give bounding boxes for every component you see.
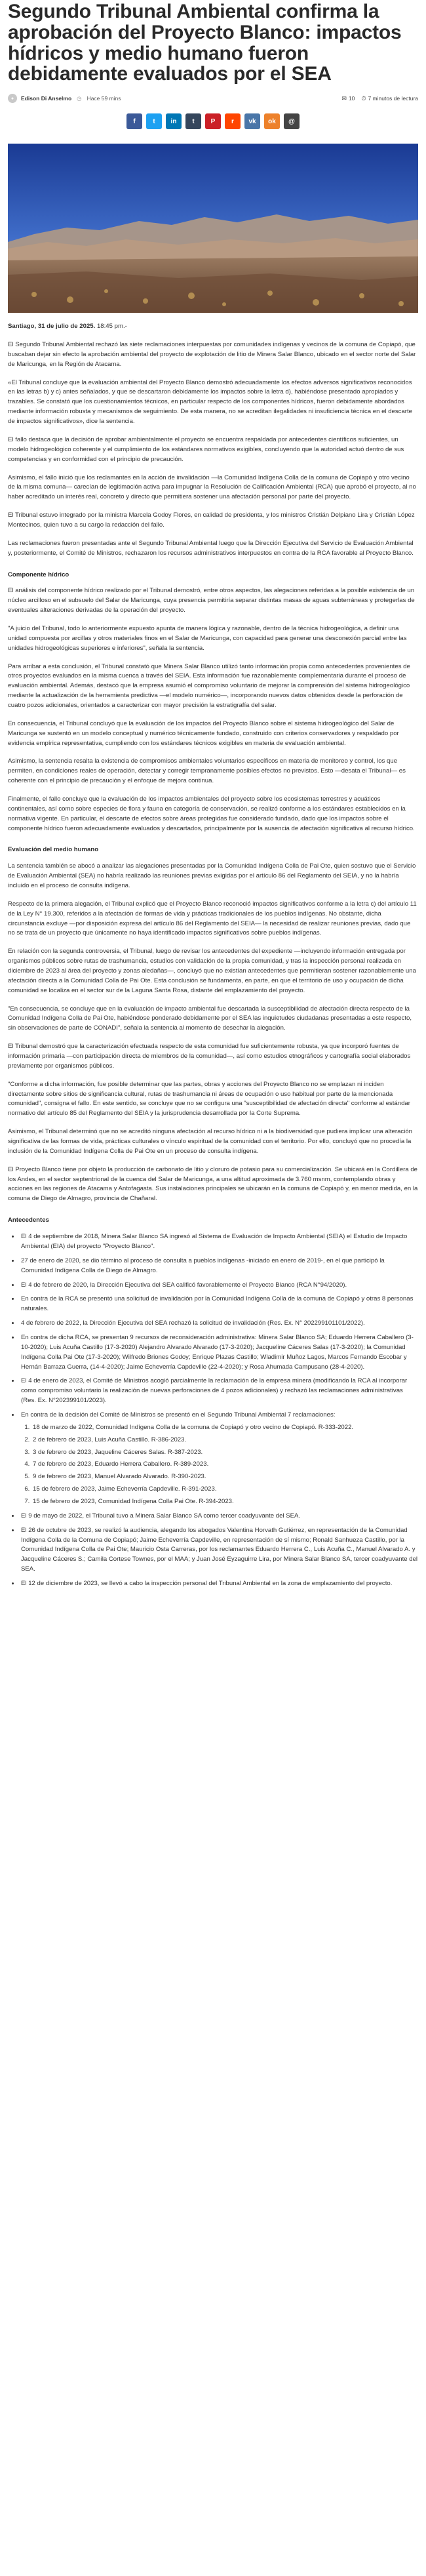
body-paragraph: Para arribar a esta conclusión, el Tribunal constató que Minera Salar Blanco utilizó tanto información propia como antecedentes provenientes de otros proyectos evaluados en la misma cuenca a través del SEIA. Esta información fue razonablemente complementaria durante el proceso de evaluación ambiental. Además, destacó que la empresa asumió el compromiso voluntario de mejorar la comprensión del sistema hidrogeológico mediante la actualización de la herramienta predictiva —el modelo numérico—, incorporando nuevos datos obtenidos desde la perforación de cuatro pozos adicionales, orientados a caracterizar con mayor precisión la estratigrafía del salar. bbox=[8, 662, 410, 709]
dateline-paragraph bbox=[8, 322, 418, 332]
section-heading-humano: Evaluación del medio humano bbox=[8, 846, 99, 854]
timeline-item: • El 9 de mayo de 2022, el Tribunal tuvo a Minera Salar Blanco SA como tercer coadyuvante del SEA. bbox=[20, 1512, 418, 1521]
body-paragraph: En consecuencia, el Tribunal concluyó que la evaluación de los impactos del Proyecto Blanco sobre el sistema hidrogeológico del Salar de Maricunga se sustentó en un modelo conceptual y numérico técnicamente fundado, construido con criterios conservadores y respaldado por evidencia empírica representativa, cumpliendo con los estándares técnicos exigibles en materia de evaluación ambiental. bbox=[8, 719, 399, 747]
tumblr-share-button[interactable]: t bbox=[185, 113, 201, 129]
dateline-time: 18:45 pm.- bbox=[95, 323, 127, 331]
odnoklassniki-share-button[interactable]: ok bbox=[264, 113, 280, 129]
body-paragraph: El fallo destaca que la decisión de aprobar ambientalmente el proyecto se encuentra respaldada por antecedentes científicos suficientes, un modelo hidrogeológico coherente y el cumplimiento de los estándares normativos exigibles, concluyendo que la autoridad actuó dentro de sus competencias y en conformidad con el principio de precaución. bbox=[8, 435, 404, 463]
timeline-item: • En contra de la decisión del Comité de Ministros se presentó en el Segundo Tribunal Ambiental 7 reclamaciones: 1. 18 de marzo de 2022, Comunidad Indígena Colla de la comuna de Copiapó y otro vecino de Copiapó. R-333-2022. 2. 2 de febrero de 2023, Luis Acuña Castillo. R-386-2023. 3. 3 de febrero de 2023, Jaqueline Cáceres Salas. R-387-2023. 4. 7 de febrero de 2023, Eduardo Herrera Caballero. R-389-2023. 5. 9 de febrero de 2023, Manuel Alvarado Alvarado. R-390-2023. 6. 15 de febrero de 2023, Jaime Echeverría Capdeville. R-391-2023. 7. 15 de febrero de 2023, Comunidad Indígena Colla Pai Ote. R-394-2023. bbox=[20, 1411, 418, 1507]
pinterest-share-button[interactable]: P bbox=[205, 113, 221, 129]
body-paragraph: El Tribunal demostró que la caracterización efectuada respecto de esta comunidad fue suficientemente robusta, ya que incorporó fuentes de información primaria —con participación directa de miembros de la comunidad—, así como estudios etnográficos y cartografía social elaborados previamente por organismos públicos. bbox=[8, 1043, 411, 1070]
share-bar bbox=[8, 113, 418, 129]
timeline-item: • El 4 de febrero de 2020, la Dirección Ejecutiva del SEA calificó favorablemente el Proyecto Blanco (RCA N°94/2020). bbox=[20, 1281, 418, 1291]
body-paragraph: La sentencia también se abocó a analizar las alegaciones presentadas por la Comunidad Indígena Colla de Pai Ote, quien sostuvo que el Servicio de Evaluación Ambiental (SEA) no habría realizado las reuniones previas exigidas por el artículo 86 del Reglamento del SEIA, y no la habría incluido en el proceso de consulta indígena. bbox=[8, 862, 416, 889]
meta-stats bbox=[341, 95, 418, 102]
reclamacion-item: 2. 2 de febrero de 2023, Luis Acuña Castillo. R-386-2023. bbox=[31, 1436, 418, 1445]
reclamacion-item: 6. 15 de febrero de 2023, Jaime Echeverría Capdeville. R-391-2023. bbox=[31, 1485, 418, 1495]
timeline-item: • En contra de dicha RCA, se presentan 9 recursos de reconsideración administrativa: Minera Salar Blanco SA; Eduardo Herrera Caballero (3-10-2020); Luis Acuña Castillo (17-3-2020) Alejandro Alvarado Alvarado (17-3-2020); Jacqueline Cáceres Salas (17-3-2020); la Comunidad Indígena Colla Pai Ote (17-3-2020); Wilfredo Briones Godoy; Enrique Plazas Castillo; Wladimir Muñoz Lagos, Marcos Fernando Escobar y Hernán Barraza Guerra, (14-4-2020); Jaime Echeverría Capdeville (22-4-2020); y Rosa Ahumada Campusano (28-4-2020). bbox=[20, 1333, 418, 1372]
body-paragraph: En relación con la segunda controversia, el Tribunal, luego de revisar los antecedentes del expediente —incluyendo información entregada por organismos públicos sobre rutas de trashumancia, estudios con validación de la propia comunidad, y tras la inspección personal realizada en diciembre de 2023 al área del proyecto y zonas aledañas—, concluyó que no existían antecedentes que permitieran sostener razonablemente una afectación directa a la Comunidad Colla de Pai Ote. Esta conclusión se fundamenta, en parte, en que el territorio de uso y ocupación de dicha comunidad se localiza en el sector sur de la Laguna Santa Rosa, distante del emplazamiento del proyecto. bbox=[8, 948, 416, 994]
avatar[interactable]: ● bbox=[8, 94, 17, 103]
dateline: Santiago, 31 de julio de 2025. bbox=[8, 323, 96, 331]
author-block bbox=[8, 94, 121, 103]
vk-share-button[interactable]: vk bbox=[244, 113, 260, 129]
body-paragraph: Las reclamaciones fueron presentadas ante el Segundo Tribunal Ambiental luego que la Dirección Ejecutiva del Servicio de Evaluación Ambiental y, posteriormente, el Comité de Ministros, rechazaron los recursos administrativos interpuestos en contra de la RCA favorable al Proyecto Blanco. bbox=[8, 539, 414, 557]
body-paragraph: Respecto de la primera alegación, el Tribunal explicó que el Proyecto Blanco reconoció impactos significativos conforme a la letra c) del artículo 11 de la Ley N° 19.300, referidos a la afectación de formas de vida y prácticas tradicionales de los pueblos indígenas. No obstante, dicha circunstancia excluye —por disposición expresa del artículo 86 del Reglamento del SEIA— la necesidad de realizar reuniones previas, dado que no se trata de un proyecto que únicamente no haya identificado impactos significativos sobre pueblos indígenas. bbox=[8, 900, 417, 937]
comments-count[interactable]: ✉ 10 bbox=[341, 94, 355, 102]
body-paragraph: El análisis del componente hídrico realizado por el Tribunal demostró, entre otros aspectos, las alegaciones referidas a la posible existencia de un núcleo arcilloso en el subsuelo del Salar de Maricunga, cuya presencia permitiría separar distintas masas de aguas subterráneas y protegerlas de eventuales alteraciones derivadas de la operación del proyecto. bbox=[8, 587, 415, 614]
timeline-item: • 27 de enero de 2020, se dio término al proceso de consulta a pueblos indígenas -iniciado en enero de 2019-, en el que participó la Comunidad Indígena Colla de Diego de Almagro. bbox=[20, 1257, 418, 1276]
body-paragraph: Asimismo, la sentencia resalta la existencia de compromisos ambientales voluntarios específicos en materia de monitoreo y control, los que permiten, en condiciones reales de operación, detectar y corregir tempranamente posibles efectos no previstos. Esto —desata el Tribunal— es coherente con el principio de precaución y el enfoque de mejora continua. bbox=[8, 757, 406, 785]
body-paragraph: El Segundo Tribunal Ambiental rechazó las siete reclamaciones interpuestas por comunidades indígenas y vecinos de la comuna de Copiapó, que buscaban dejar sin efecto la aprobación ambiental del proyecto de explotación de litio de Minera Salar Blanco, ubicado en el sector norte del Salar de Maricunga, en la Región de Atacama. bbox=[8, 341, 416, 368]
timeline-item: • El 4 de septiembre de 2018, Minera Salar Blanco SA ingresó al Sistema de Evaluación de Impacto Ambiental (SEIA) el Estudio de Impacto Ambiental (EIA) del proyecto "Proyecto Blanco". bbox=[20, 1232, 418, 1252]
article-body bbox=[8, 322, 418, 1589]
reclamacion-item: 5. 9 de febrero de 2023, Manuel Alvarado Alvarado. R-390-2023. bbox=[31, 1472, 418, 1482]
twitter-share-button[interactable]: t bbox=[146, 113, 162, 129]
body-paragraph: El Proyecto Blanco tiene por objeto la producción de carbonato de litio y cloruro de potasio para su comercialización. Se ubicará en la Cordillera de los Andes, en el sector septentrional de la cuenca del Salar de Maricunga, a una altitud aproximada de 3.760 msnm, contemplando obras y acciones en las regiones de Atacama y Antofagasta. Sus instalaciones principales se ubicarán en la comuna de Copiapó y, en menor medida, en la comuna de Diego de Almagro, provincia de Chañaral. bbox=[8, 1165, 418, 1203]
reclamaciones-list bbox=[31, 1423, 418, 1507]
article-title: Segundo Tribunal Ambiental confirma la aprobación del Proyecto Blanco: impactos hídricos y medio humano fueron debidamente evaluados por el SEA bbox=[8, 1, 402, 85]
reading-time: ⏱ 7 minutos de lectura bbox=[361, 94, 418, 102]
body-paragraph: "Conforme a dicha información, fue posible determinar que las partes, obras y acciones del Proyecto Blanco no se emplazan ni inciden directamente sobre sitios de significancia cultural, rutas de trashumancia ni áreas de ocupación o uso habitual por parte de la mencionada comunidad", consigna el fallo. En este sentido, se concluye que no se configura una "susceptibilidad de afectación directa" conforme al estándar normativo del artículo 85 del Reglamento del SEIA y la jurisprudencia desarrollada por la Corte Suprema. bbox=[8, 1080, 410, 1117]
article-meta bbox=[8, 94, 418, 103]
published-time: Hace 59 mins bbox=[87, 95, 121, 102]
linkedin-share-button[interactable]: in bbox=[166, 113, 182, 129]
body-paragraph: "En consecuencia, se concluye que en la evaluación de impacto ambiental fue descartada la susceptibilidad de afectación directa respecto de la Comunidad Indígena Colla de Pai Ote, habiéndose ponderado debidamente por el SEA las inquietudes ciudadanas presentadas a este respecto, sin observaciones de parte de CONADI", señala la sentencia al momento de desechar la alegación. bbox=[8, 1005, 412, 1032]
reclamacion-item: 3. 3 de febrero de 2023, Jaqueline Cáceres Salas. R-387-2023. bbox=[31, 1448, 418, 1458]
hero-image bbox=[8, 144, 418, 313]
author-name[interactable]: Edison Di Anselmo bbox=[21, 95, 72, 102]
clock-icon: ◷ bbox=[77, 94, 82, 102]
timeline-item: • El 4 de enero de 2023, el Comité de Ministros acogió parcialmente la reclamación de la empresa minera (modificando la RCA al incorporar como compromiso voluntario la realización de nuevas perforaciones de 4 pozos adicionales) y rechazó las reclamaciones administrativas (Res. Ex. N°202399101/2023). bbox=[20, 1377, 418, 1406]
timeline-list bbox=[20, 1232, 418, 1589]
email-share-button[interactable]: @ bbox=[284, 113, 300, 129]
timeline-item: • El 12 de diciembre de 2023, se llevó a cabo la inspección personal del Tribunal Ambiental en la zona de emplazamiento del proyecto. bbox=[20, 1579, 418, 1589]
landscape-illustration bbox=[8, 144, 418, 313]
comment-icon: ✉ bbox=[341, 94, 347, 102]
reclamacion-item: 7. 15 de febrero de 2023, Comunidad Indígena Colla Pai Ote. R-394-2023. bbox=[31, 1497, 418, 1507]
clock-icon: ⏱ bbox=[361, 94, 366, 102]
timeline-item: • El 26 de octubre de 2023, se realizó la audiencia, alegando los abogados Valentina Horvath Gutiérrez, en representación de la Comunidad Indígena Colla de la Comuna de Copiapó; Jaime Echeverría Capdeville, en representación de sí mismo; Ronald Sanhueza Castillo, por la Comunidad Indígena Colla de Pai Ote; Mauricio Osta Carreras, por los reclamantes Eduardo Herrera C., Luis Acuña C., Manuel Alvarado A. y Jacqueline Cáceres S.; Camila Cortese Townes, por el MAA; y Juan José Eyzaguirre Lira, por Minera Salar Blanco SA, tercer coadyuvante del SEA. bbox=[20, 1526, 418, 1575]
hidrico-paragraphs bbox=[8, 586, 418, 834]
section-heading-antecedentes: Antecedentes bbox=[8, 1217, 49, 1224]
body-paragraph: Asimismo, el Tribunal determinó que no se acreditó ninguna afectación al recurso hídrico ni a la biodiversidad que pudiera implicar una alteración significativa de las formas de vida, prácticas culturales o vínculo espiritual de la comunidad con el territorio. Por ello, concluyó que no procedía la inclusión de la Comunidad Indígena Colla de Pai Ote en un proceso de consulta indígena. bbox=[8, 1128, 413, 1155]
timeline-item: • En contra de la RCA se presentó una solicitud de invalidación por la Comunidad Indígena Colla de la comuna de Copiapó y otras 8 personas naturales. bbox=[20, 1295, 418, 1314]
reclamacion-item: 1. 18 de marzo de 2022, Comunidad Indígena Colla de la comuna de Copiapó y otro vecino de Copiapó. R-333-2022. bbox=[31, 1423, 418, 1433]
body-paragraph: El Tribunal estuvo integrado por la ministra Marcela Godoy Flores, en calidad de presidenta, y los ministros Cristián Delpiano Lira y Cristián López Montecinos, quien tuvo a su cargo la redacción del fallo. bbox=[8, 512, 415, 529]
body-paragraph: "A juicio del Tribunal, todo lo anteriormente expuesto apunta de manera lógica y razonable, dentro de la técnica hidrogeológica, a definir una unidad compuesta por arcillas y otros materiales finos en el Salar de Maricunga, con capacidad para generar una desconexión parcial entre las unidades hidrogeológicas superiores e inferiores", señala la sentencia. bbox=[8, 624, 407, 652]
body-paragraph: Asimismo, el fallo inició que los reclamantes en la acción de invalidación —la Comunidad Indígena Colla de la comuna de Copiapó y otro vecino de la misma comuna— carecían de legitimación activa para impugnar la Resolución de Calificación Ambiental (RCA) que aprobó el proyecto, al no haber acreditado un interés real, concreto y directo que permitiera sostener una afectación personal por parte del proyecto. bbox=[8, 473, 416, 501]
body-paragraph: «El Tribunal concluye que la evaluación ambiental del Proyecto Blanco demostró adecuadamente los efectos adversos significativos reconocidos en las letras b) y c) antes señalados, y que se descartaron debidamente los impactos sobre la letra d), habiéndose presentado apropiados y trazables. Se constató que los cuestionamientos técnicos, en particular respecto de los componentes hídricos, fueron debidamente abordados mediante información robusta y mecanismos de seguimiento. De esta manera, no se acreditan ilegalidades ni insuficiencia técnica en el descarte de impactos significativos», dice la sentencia. bbox=[8, 378, 413, 426]
timeline-item: • 4 de febrero de 2022, la Dirección Ejecutiva del SEA rechazó la solicitud de invalidación (Res. Ex. N° 202299101101/2022). bbox=[20, 1319, 418, 1329]
body-paragraph: Finalmente, el fallo concluye que la evaluación de los impactos ambientales del proyecto sobre los ecosistemas terrestres y acuáticos continentales, así como sobre especies de flora y fauna en categoría de conservación, se realizó conforme a los estándares establecidos en la normativa vigente. En particular, el descarte de efectos sobre áreas protegidas fue considerado fundado, dado que los impactos sobre el componente hídrico fueron adecuadamente evaluados y descartados, principalmente por la ausencia de afectación significativa al recurso hídrico. bbox=[8, 795, 415, 832]
humano-paragraphs bbox=[8, 862, 418, 1204]
section-heading-hidrico: Componente hídrico bbox=[8, 571, 69, 578]
intro-paragraphs bbox=[8, 340, 418, 558]
reddit-share-button[interactable]: r bbox=[225, 113, 241, 129]
reclamacion-item: 4. 7 de febrero de 2023, Eduardo Herrera Caballero. R-389-2023. bbox=[31, 1460, 418, 1470]
facebook-share-button[interactable]: f bbox=[126, 113, 142, 129]
